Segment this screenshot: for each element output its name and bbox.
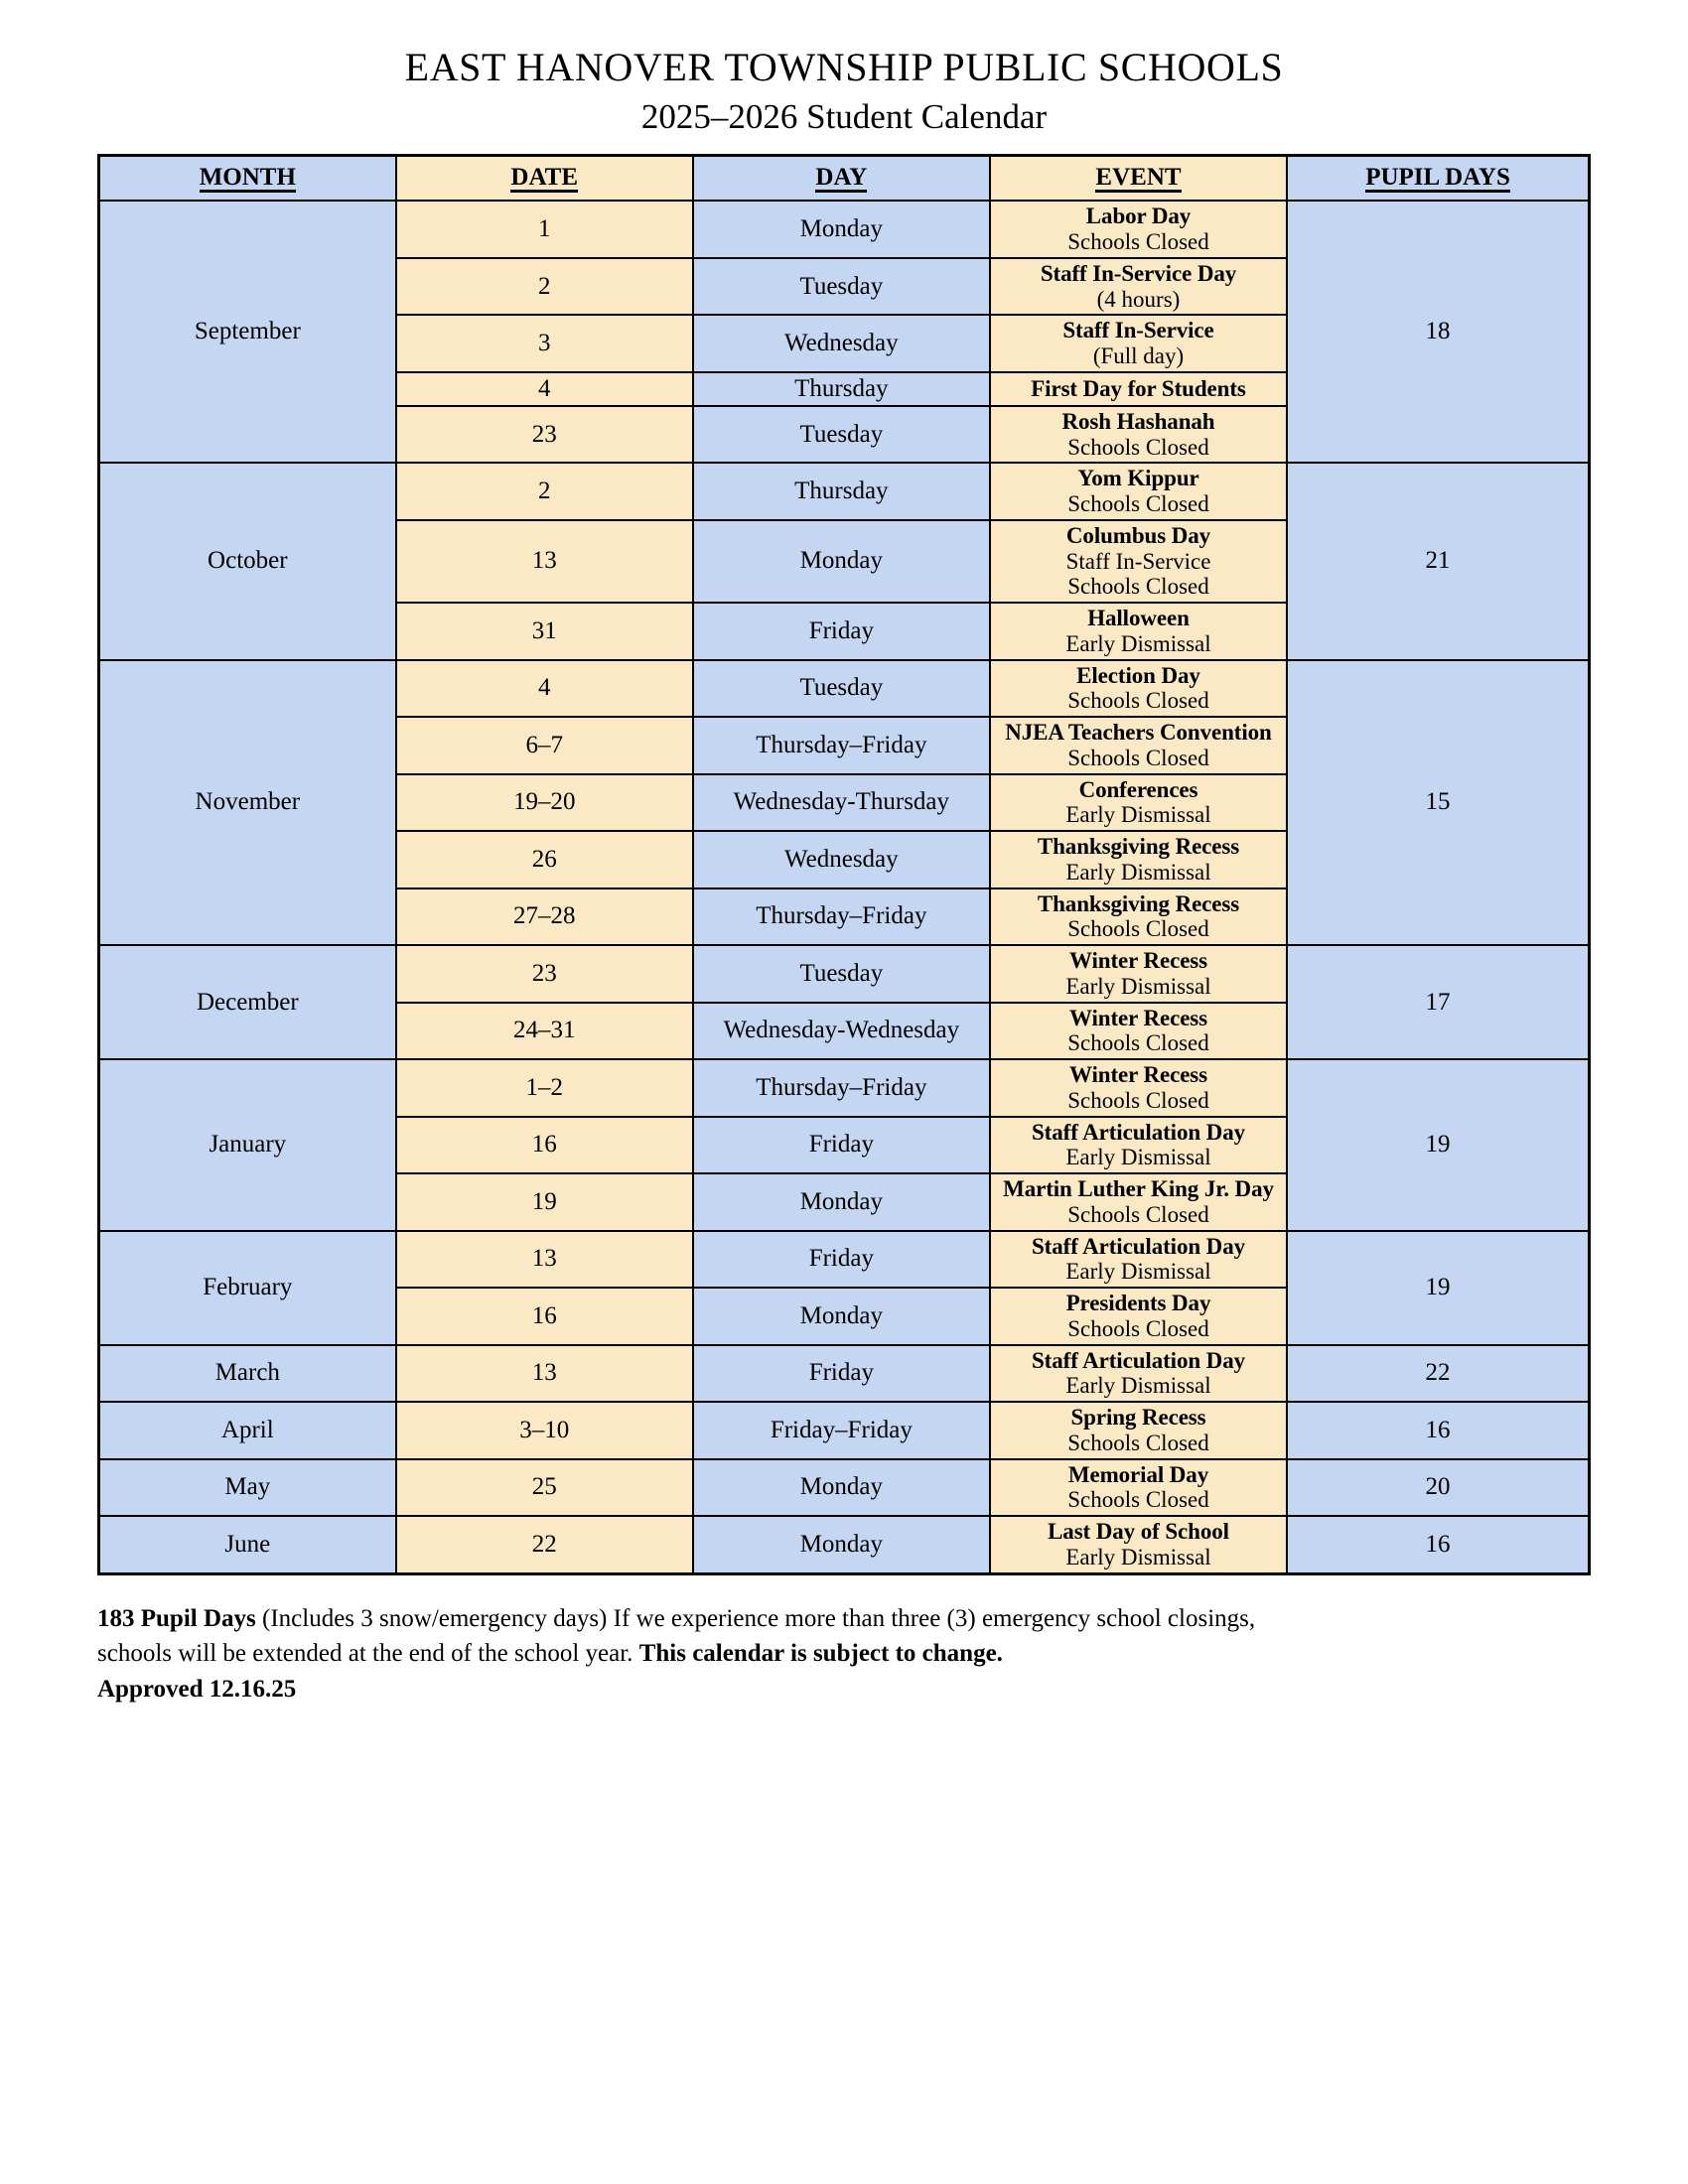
day-cell: Thursday–Friday	[693, 1059, 990, 1117]
column-header-date: DATE	[396, 155, 693, 201]
event-title: Conferences	[1078, 776, 1198, 802]
event-cell	[990, 717, 1287, 774]
table-row	[99, 1459, 1590, 1517]
event-title: Columbus Day	[1065, 522, 1211, 548]
event-cell	[990, 258, 1287, 316]
table-row	[99, 463, 1590, 520]
day-cell: Tuesday	[693, 945, 990, 1003]
month-cell: September	[99, 201, 396, 463]
date-cell: 27–28	[396, 888, 693, 946]
date-cell: 4	[396, 372, 693, 406]
event-cell	[990, 774, 1287, 832]
pupil-days-cell: 18	[1287, 201, 1589, 463]
footnote-line-2-start: schools will be extended at the end of the school year.	[97, 1640, 639, 1668]
day-cell: Friday	[693, 1345, 990, 1403]
month-cell: December	[99, 945, 396, 1059]
date-cell: 1–2	[396, 1059, 693, 1117]
day-cell: Wednesday-Wednesday	[693, 1003, 990, 1060]
event-subtitle: Schools Closed	[1067, 688, 1209, 714]
event-title: Election Day	[1076, 662, 1200, 688]
table-body	[99, 201, 1590, 1573]
date-cell: 19	[396, 1173, 693, 1231]
table-row	[99, 660, 1590, 718]
pupil-days-cell: 19	[1287, 1059, 1589, 1231]
event-cell	[990, 201, 1287, 258]
calendar-table-wrapper	[97, 154, 1591, 1575]
event-cell	[990, 1117, 1287, 1174]
event-title: Presidents Day	[1065, 1291, 1211, 1316]
column-header-pupil-days: PUPIL DAYS	[1287, 155, 1589, 201]
event-title: Rosh Hashanah	[1061, 408, 1215, 434]
event-title: Spring Recess	[1070, 1405, 1206, 1431]
event-cell	[990, 1173, 1287, 1231]
pupil-days-cell: 16	[1287, 1402, 1589, 1459]
event-cell	[990, 1459, 1287, 1517]
event-subtitle: Early Dismissal	[1065, 802, 1211, 828]
date-cell: 24–31	[396, 1003, 693, 1060]
day-cell: Monday	[693, 1459, 990, 1517]
table-row	[99, 945, 1590, 1003]
event-subtitle: Early Dismissal	[1065, 1145, 1211, 1170]
pupil-days-cell: 21	[1287, 463, 1589, 659]
date-cell: 13	[396, 1345, 693, 1403]
day-cell: Thursday	[693, 463, 990, 520]
footnote-line-1-rest: (Includes 3 snow/emergency days) If we experience more than three (3) emergency school closings,	[255, 1604, 1256, 1632]
event-title: NJEA Teachers Convention	[1005, 720, 1272, 746]
event-cell	[990, 463, 1287, 520]
event-subtitle: Schools Closed	[1067, 745, 1209, 770]
event-title: Last Day of School	[1048, 1519, 1229, 1545]
event-title: Labor Day	[1085, 204, 1192, 229]
event-subtitle: Schools Closed	[1067, 1030, 1209, 1056]
event-cell	[990, 1345, 1287, 1403]
district-title: EAST HANOVER TOWNSHIP PUBLIC SCHOOLS	[404, 45, 1284, 89]
day-cell: Monday	[693, 201, 990, 258]
footnote	[97, 1601, 1591, 1707]
event-subtitle: Schools Closed	[1067, 916, 1209, 942]
day-cell: Wednesday-Thursday	[693, 774, 990, 832]
event-title: First Day for Students	[1031, 375, 1246, 401]
event-title: Winter Recess	[1068, 948, 1207, 974]
month-cell: February	[99, 1231, 396, 1345]
pupil-days-cell: 16	[1287, 1516, 1589, 1573]
event-title: Winter Recess	[1068, 1062, 1207, 1088]
event-cell	[990, 406, 1287, 464]
pupil-days-cell: 19	[1287, 1231, 1589, 1345]
event-title: Winter Recess	[1068, 1005, 1207, 1030]
footnote-line-3	[97, 1672, 1591, 1707]
month-cell: April	[99, 1402, 396, 1459]
date-cell: 31	[396, 603, 693, 660]
student-calendar-table	[97, 154, 1591, 1575]
header-row	[99, 155, 1590, 201]
date-cell: 19–20	[396, 774, 693, 832]
date-cell: 13	[396, 520, 693, 603]
event-cell	[990, 603, 1287, 660]
event-subtitle: Early Dismissal	[1065, 1373, 1211, 1399]
date-cell: 22	[396, 1516, 693, 1573]
calendar-title: 2025–2026 Student Calendar	[640, 96, 1048, 136]
event-subtitle: (4 hours)	[1096, 286, 1181, 312]
event-subtitle: Schools Closed	[1067, 491, 1209, 517]
table-row	[99, 1345, 1590, 1403]
footnote-line-2	[97, 1636, 1591, 1672]
event-subtitle: Schools Closed	[1067, 1487, 1209, 1513]
column-header-event: EVENT	[990, 155, 1287, 201]
column-header-day: DAY	[693, 155, 990, 201]
day-cell: Tuesday	[693, 258, 990, 316]
event-title: Halloween	[1087, 606, 1190, 631]
date-cell: 4	[396, 660, 693, 718]
day-cell: Friday–Friday	[693, 1402, 990, 1459]
date-cell: 13	[396, 1231, 693, 1289]
event-title: Staff In-Service Day	[1040, 260, 1237, 286]
event-cell	[990, 831, 1287, 888]
date-cell: 2	[396, 463, 693, 520]
event-subtitle: Early Dismissal	[1065, 1544, 1211, 1570]
pupil-days-cell: 17	[1287, 945, 1589, 1059]
event-cell	[990, 315, 1287, 372]
event-subtitle: Schools Closed	[1067, 1201, 1209, 1227]
date-cell: 23	[396, 406, 693, 464]
event-title: Thanksgiving Recess	[1037, 890, 1240, 916]
table-header	[99, 155, 1590, 201]
day-cell: Thursday–Friday	[693, 888, 990, 946]
date-cell: 26	[396, 831, 693, 888]
day-cell: Wednesday	[693, 315, 990, 372]
event-subtitle: Early Dismissal	[1065, 973, 1211, 999]
event-title: Staff Articulation Day	[1031, 1347, 1245, 1373]
event-title: Thanksgiving Recess	[1037, 834, 1240, 860]
event-title: Memorial Day	[1067, 1461, 1209, 1487]
day-cell: Tuesday	[693, 406, 990, 464]
event-subtitle: Schools Closed	[1067, 1430, 1209, 1455]
date-cell: 3–10	[396, 1402, 693, 1459]
table-row	[99, 1402, 1590, 1459]
day-cell: Monday	[693, 520, 990, 603]
day-cell: Tuesday	[693, 660, 990, 718]
event-subtitle: Schools Closed	[1067, 1087, 1209, 1113]
event-cell	[990, 888, 1287, 946]
month-cell: November	[99, 660, 396, 946]
table-row	[99, 1516, 1590, 1573]
event-cell	[990, 1516, 1287, 1573]
title-block	[0, 44, 1688, 138]
pupil-days-cell: 22	[1287, 1345, 1589, 1403]
event-cell	[990, 945, 1287, 1003]
day-cell: Monday	[693, 1173, 990, 1231]
date-cell: 1	[396, 201, 693, 258]
date-cell: 3	[396, 315, 693, 372]
day-cell: Thursday	[693, 372, 990, 406]
footnote-line-1	[97, 1601, 1591, 1637]
event-cell	[990, 1402, 1287, 1459]
event-cell	[990, 1059, 1287, 1117]
date-cell: 23	[396, 945, 693, 1003]
day-cell: Monday	[693, 1288, 990, 1345]
day-cell: Friday	[693, 603, 990, 660]
month-cell: October	[99, 463, 396, 659]
month-cell: June	[99, 1516, 396, 1573]
month-cell: January	[99, 1059, 396, 1231]
month-cell: May	[99, 1459, 396, 1517]
day-cell: Friday	[693, 1117, 990, 1174]
event-title: Martin Luther King Jr. Day	[1003, 1176, 1274, 1202]
event-title: Staff Articulation Day	[1031, 1119, 1245, 1145]
event-title: Staff Articulation Day	[1031, 1233, 1245, 1259]
subject-to-change-note: This calendar is subject to change.	[638, 1640, 1003, 1668]
event-cell	[990, 1003, 1287, 1060]
event-cell	[990, 372, 1287, 406]
column-header-month: MONTH	[99, 155, 396, 201]
month-cell: March	[99, 1345, 396, 1403]
event-title: Yom Kippur	[1077, 466, 1199, 491]
event-subtitle: Early Dismissal	[1065, 1259, 1211, 1285]
day-cell: Wednesday	[693, 831, 990, 888]
day-cell: Thursday–Friday	[693, 717, 990, 774]
date-cell: 2	[396, 258, 693, 316]
date-cell: 16	[396, 1117, 693, 1174]
event-subtitle: Schools Closed	[1067, 434, 1209, 460]
date-cell: 16	[396, 1288, 693, 1345]
event-cell	[990, 1288, 1287, 1345]
table-row	[99, 1231, 1590, 1289]
event-subtitle: Schools Closed	[1067, 229, 1209, 255]
event-cell	[990, 660, 1287, 718]
day-cell: Friday	[693, 1231, 990, 1289]
date-cell: 6–7	[396, 717, 693, 774]
event-cell	[990, 1231, 1287, 1289]
event-subtitle: Schools Closed	[1067, 1315, 1209, 1341]
pupil-days-cell: 15	[1287, 660, 1589, 946]
event-cell	[990, 520, 1287, 603]
event-subtitle: Schools Closed	[1067, 574, 1209, 600]
event-subtitle: Early Dismissal	[1065, 859, 1211, 885]
event-title: Staff In-Service	[1062, 318, 1214, 343]
table-row	[99, 201, 1590, 258]
date-cell: 25	[396, 1459, 693, 1517]
event-subtitle: (Full day)	[1092, 343, 1185, 369]
approved-date: Approved 12.16.25	[97, 1675, 297, 1703]
day-cell: Monday	[693, 1516, 990, 1573]
total-pupil-days: 183 Pupil Days	[97, 1604, 256, 1632]
table-row	[99, 1059, 1590, 1117]
pupil-days-cell: 20	[1287, 1459, 1589, 1517]
event-subtitle: Early Dismissal	[1065, 630, 1211, 656]
event-subtitle: Staff In-Service	[1065, 548, 1211, 574]
